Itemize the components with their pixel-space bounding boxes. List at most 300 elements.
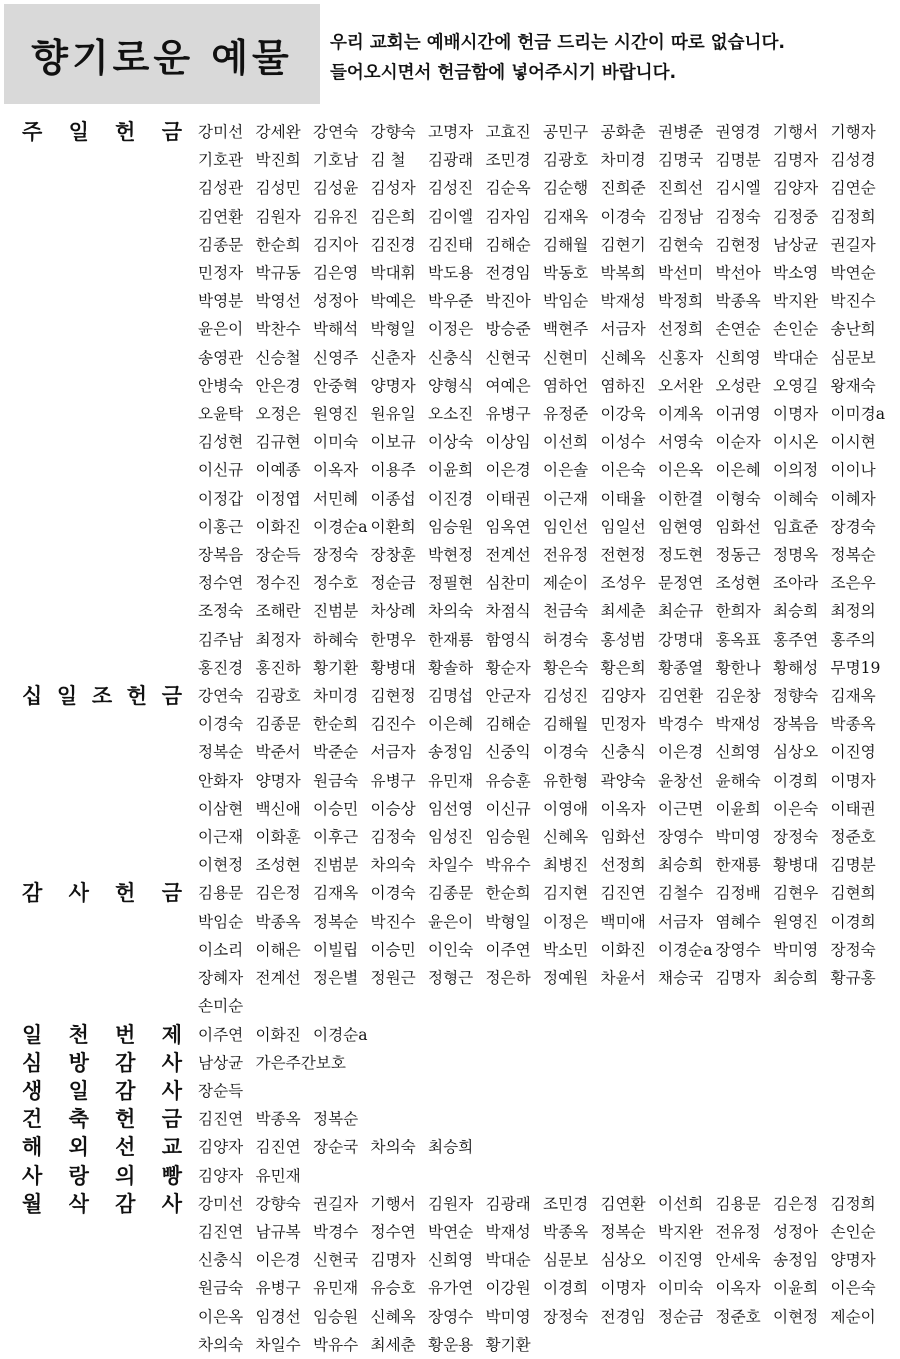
donor-name: 김진태	[428, 235, 474, 254]
donor-name: 이은옥	[198, 1307, 244, 1326]
donor-name: 김연환	[198, 207, 244, 226]
donor-name: 남규복	[255, 1222, 301, 1241]
donor-name: 손인순	[830, 1222, 876, 1241]
donor-name: 신혜옥	[543, 828, 589, 847]
donor-name: 박복희	[600, 264, 646, 283]
donor-name: 박우준	[428, 292, 474, 311]
donor-name: 이옥자	[313, 461, 359, 480]
donor-name: 박지완	[658, 1222, 704, 1241]
donor-name: 유민재	[313, 1279, 359, 1298]
donor-name: 서금자	[600, 320, 646, 339]
donor-name: 원유일	[370, 405, 416, 424]
donor-name: 이경숙	[370, 884, 416, 903]
donor-name: 이현정	[198, 856, 244, 875]
donor-name: 이은숙	[773, 799, 819, 818]
donor-name: 김양자	[600, 687, 646, 706]
donor-name: 남상균	[773, 235, 819, 254]
donor-name: 김해순	[485, 715, 531, 734]
donor-name: 장혜자	[198, 969, 244, 988]
donor-name: 최승희	[773, 602, 819, 621]
donor-name: 이은혜	[428, 715, 474, 734]
donor-name: 유승훈	[485, 771, 531, 790]
donor-name: 김용문	[715, 1194, 761, 1213]
name-list	[198, 1105, 888, 1133]
donor-name: 차점식	[485, 602, 531, 621]
donor-name: 이강욱	[600, 405, 646, 424]
donor-name: 이경순a	[313, 1025, 368, 1044]
donor-name: 조민경	[543, 1194, 589, 1213]
donor-name: 정순금	[370, 574, 416, 593]
donor-name: 원영진	[773, 912, 819, 931]
donor-name: 박종옥	[255, 912, 301, 931]
donor-name: 조민경	[485, 151, 531, 170]
donor-name: 김명자	[370, 1251, 416, 1270]
donor-name: 강연숙	[313, 123, 359, 141]
donor-name: 이강원	[485, 1279, 531, 1298]
donor-name: 김종문	[255, 715, 301, 734]
donor-name: 김연환	[600, 1194, 646, 1213]
donor-name: 안병숙	[198, 376, 244, 395]
donor-name: 함영식	[485, 630, 531, 649]
donor-name: 강향숙	[255, 1194, 301, 1213]
donor-name: 이은숙	[830, 1279, 876, 1298]
donor-name: 김규현	[255, 433, 301, 452]
donor-name: 한재룡	[715, 856, 761, 875]
donor-name: 백미애	[600, 912, 646, 931]
donor-name: 이혜자	[830, 489, 876, 508]
donor-name: 한순희	[313, 715, 359, 734]
donor-name: 신현미	[543, 348, 589, 367]
donor-name: 이정엽	[255, 489, 301, 508]
donor-name: 진범분	[313, 602, 359, 621]
donor-name: 이근면	[658, 799, 704, 818]
donor-name: 이한결	[658, 489, 704, 508]
donor-name: 신충식	[600, 743, 646, 762]
donor-name: 박도용	[428, 264, 474, 283]
donor-name: 이근재	[198, 828, 244, 847]
donor-name: 차의숙	[370, 856, 416, 875]
donor-name: 남상균	[198, 1053, 244, 1072]
donor-name: 이주연	[198, 1025, 244, 1044]
donor-name: 안군자	[485, 687, 531, 706]
donor-name: 김성자	[370, 179, 416, 198]
donor-name: 박형일	[370, 320, 416, 339]
donor-name: 박종옥	[830, 715, 876, 734]
donor-name: 김연순	[830, 179, 876, 198]
donor-name: 김자임	[485, 207, 531, 226]
donor-name: 박경수	[658, 715, 704, 734]
donor-name: 손미순	[198, 997, 244, 1016]
offering-section	[0, 1105, 900, 1133]
donor-name: 강명대	[658, 630, 704, 649]
donor-name: 고효진	[485, 123, 531, 141]
donor-name: 송난희	[830, 320, 876, 339]
donor-name: 유민재	[428, 771, 474, 790]
donor-name: 고명자	[428, 123, 474, 141]
section-label: 해 외 선 교	[22, 1135, 182, 1160]
donor-name: 진희선	[658, 179, 704, 198]
donor-name: 박종옥	[255, 1110, 301, 1129]
donor-name: 박대순	[485, 1251, 531, 1270]
name-list	[198, 1162, 888, 1190]
donor-name: 정수진	[255, 574, 301, 593]
donor-name: 정수연	[198, 574, 244, 593]
donor-name: 전현정	[600, 546, 646, 565]
donor-name: 전경임	[485, 264, 531, 283]
donor-name: 성정아	[773, 1222, 819, 1241]
donor-name: 서금자	[370, 743, 416, 762]
donor-name: 기호관	[198, 151, 244, 170]
donor-name: 김용문	[198, 884, 244, 903]
donor-name: 황병대	[773, 856, 819, 875]
donor-name: 진범분	[313, 856, 359, 875]
donor-name: 유한형	[543, 771, 589, 790]
donor-name: 김재옥	[313, 884, 359, 903]
donor-name: 이경순a	[313, 517, 368, 536]
donor-name: 조성현	[255, 856, 301, 875]
donor-name: 김성경	[830, 151, 876, 170]
donor-name: 가은주간보호	[255, 1053, 346, 1072]
donor-name: 황은숙	[543, 658, 589, 677]
section-label: 감 사 헌 금	[22, 881, 182, 906]
donor-name: 차상례	[370, 602, 416, 621]
donor-name: 심찬미	[485, 574, 531, 593]
section-label: 일 천 번 제	[22, 1022, 182, 1047]
offering-section	[0, 1021, 900, 1049]
donor-name: 김정숙	[370, 828, 416, 847]
donor-name: 임경선	[255, 1307, 301, 1326]
donor-name: 조해란	[255, 602, 301, 621]
donor-name: 이상숙	[428, 433, 474, 452]
donor-name: 임화선	[600, 828, 646, 847]
donor-name: 장정숙	[543, 1307, 589, 1326]
donor-name: 이승민	[313, 799, 359, 818]
donor-name: 신영주	[313, 348, 359, 367]
section-label: 사 랑 의 빵	[22, 1163, 182, 1188]
donor-name: 한재룡	[428, 630, 474, 649]
donor-name: 박정희	[658, 292, 704, 311]
donor-name: 이경숙	[198, 715, 244, 734]
donor-name: 왕재숙	[830, 376, 876, 395]
donor-name: 조성우	[600, 574, 646, 593]
donor-name: 심상오	[773, 743, 819, 762]
donor-name: 오영길	[773, 376, 819, 395]
donor-name: 김명자	[773, 151, 819, 170]
donor-name: 이선희	[658, 1194, 704, 1213]
section-label: 십 일 조 헌 금	[22, 684, 182, 709]
donor-name: 김성민	[255, 179, 301, 198]
donor-name: 유승호	[370, 1279, 416, 1298]
donor-name: 양형식	[428, 376, 474, 395]
donor-name: 김명분	[715, 151, 761, 170]
donor-name: 황솔하	[428, 658, 474, 677]
donor-name: 이명자	[600, 1279, 646, 1298]
donor-name: 이혜숙	[773, 489, 819, 508]
donor-name: 이은경	[255, 1251, 301, 1270]
donor-name: 정원근	[370, 969, 416, 988]
donor-name: 기호남	[313, 151, 359, 170]
donor-name: 서민혜	[313, 489, 359, 508]
donor-name: 박형일	[485, 912, 531, 931]
donor-name: 박미영	[715, 828, 761, 847]
donor-name: 김철수	[658, 884, 704, 903]
donor-name: 이승민	[370, 940, 416, 959]
donor-name: 방승준	[485, 320, 531, 339]
donor-name: 차일수	[255, 1335, 301, 1354]
donor-name: 이성수	[600, 433, 646, 452]
donor-name: 문정연	[658, 574, 704, 593]
donor-name: 김명국	[658, 151, 704, 170]
donor-name: 이형숙	[715, 489, 761, 508]
donor-name: 김정희	[830, 1194, 876, 1213]
donor-name: 강미선	[198, 1194, 244, 1213]
section-label: 생 일 감 사	[22, 1078, 182, 1103]
donor-name: 윤은이	[428, 912, 474, 931]
donor-name: 권길자	[830, 235, 876, 254]
donor-name: 박규동	[255, 264, 301, 283]
donor-name: 박재성	[600, 292, 646, 311]
donor-name: 심문보	[830, 348, 876, 367]
donor-name: 이근재	[543, 489, 589, 508]
donor-name: 정준호	[830, 828, 876, 847]
donor-name: 정복순	[600, 1222, 646, 1241]
donor-name: 홍주연	[773, 630, 819, 649]
donor-name: 최순규	[658, 602, 704, 621]
donor-name: 김성현	[198, 433, 244, 452]
donor-name: 박해석	[313, 320, 359, 339]
donor-name: 김정남	[658, 207, 704, 226]
donor-name: 차의숙	[370, 1138, 416, 1157]
donor-name: 이경순a	[658, 940, 713, 959]
donor-name: 이태권	[830, 799, 876, 818]
donor-name: 김정중	[773, 207, 819, 226]
donor-name: 정형근	[428, 969, 474, 988]
donor-name: 황규홍	[830, 969, 876, 988]
section-label: 월 삭 감 사	[22, 1191, 182, 1216]
donor-name: 송영관	[198, 348, 244, 367]
donor-name: 신희영	[428, 1251, 474, 1270]
donor-name: 이화진	[600, 940, 646, 959]
donor-name: 천금숙	[543, 602, 589, 621]
donor-name: 이주연	[485, 940, 531, 959]
donor-name: 김광래	[485, 1194, 531, 1213]
donor-name: 정복순	[198, 743, 244, 762]
donor-name: 송정임	[773, 1251, 819, 1270]
donor-name: 이영애	[543, 799, 589, 818]
donor-name: 임인선	[543, 517, 589, 536]
donor-name: 이경희	[543, 1279, 589, 1298]
donor-name: 최세춘	[370, 1335, 416, 1354]
donor-name: 안세욱	[715, 1251, 761, 1270]
donor-name: 김성진	[428, 179, 474, 198]
donor-name: 전경임	[600, 1307, 646, 1326]
donor-name: 임성진	[428, 828, 474, 847]
donor-name: 신충식	[428, 348, 474, 367]
donor-name: 김해월	[543, 715, 589, 734]
name-list	[198, 682, 888, 879]
donor-name: 공민구	[543, 123, 589, 141]
donor-name: 유병구	[255, 1279, 301, 1298]
donor-name: 정수연	[370, 1222, 416, 1241]
donor-name: 정예원	[543, 969, 589, 988]
donor-name: 이용주	[370, 461, 416, 480]
donor-name: 한순희	[485, 884, 531, 903]
donor-name: 홍옥표	[715, 630, 761, 649]
donor-name: 이빌립	[313, 940, 359, 959]
donor-name: 홍진경	[198, 658, 244, 677]
donor-name: 정은별	[313, 969, 359, 988]
donor-name: 선정희	[600, 856, 646, 875]
donor-name: 황기환	[485, 1335, 531, 1354]
donor-name: 김재옥	[830, 687, 876, 706]
notice	[330, 28, 895, 88]
donor-name: 박선미	[658, 264, 704, 283]
donor-name: 장복음	[773, 715, 819, 734]
donor-name: 신희영	[715, 743, 761, 762]
donor-name: 이옥자	[715, 1279, 761, 1298]
donor-name: 염하언	[543, 376, 589, 395]
donor-name: 정향숙	[773, 687, 819, 706]
donor-name: 오윤탁	[198, 405, 244, 424]
page-title: 향기로운 예물	[31, 35, 293, 80]
donor-name: 전유정	[715, 1222, 761, 1241]
donor-name: 전계선	[255, 969, 301, 988]
donor-name: 이은경	[485, 461, 531, 480]
donor-name: 임승원	[428, 517, 474, 536]
donor-name: 원금숙	[313, 771, 359, 790]
donor-name: 최병진	[543, 856, 589, 875]
donor-name: 장영수	[658, 828, 704, 847]
donor-name: 김주남	[198, 630, 244, 649]
donor-name: 임일선	[600, 517, 646, 536]
donor-name: 원영진	[313, 405, 359, 424]
donor-name: 안화자	[198, 771, 244, 790]
donor-name: 장순국	[313, 1138, 359, 1157]
donor-name: 박임순	[543, 292, 589, 311]
title-box	[4, 4, 320, 104]
donor-name: 박연순	[830, 264, 876, 283]
donor-name: 조아라	[773, 574, 819, 593]
donor-name: 전계선	[485, 546, 531, 565]
donor-name: 신춘자	[370, 348, 416, 367]
donor-name: 이윤희	[773, 1279, 819, 1298]
donor-name: 전유정	[543, 546, 589, 565]
donor-name: 정은하	[485, 969, 531, 988]
donor-name: 윤창선	[658, 771, 704, 790]
name-list	[198, 1049, 888, 1077]
donor-name: 오정은	[255, 405, 301, 424]
donor-name: 이상임	[485, 433, 531, 452]
donor-name: 최정자	[255, 630, 301, 649]
donor-name: 이선희	[543, 433, 589, 452]
donor-name: 김성윤	[313, 179, 359, 198]
donor-name: 이윤희	[715, 799, 761, 818]
donor-name: 손인순	[773, 320, 819, 339]
donor-name: 장정숙	[773, 828, 819, 847]
notice-line: 우리 교회는 예배시간에 헌금 드리는 시간이 따로 없습니다.	[330, 33, 786, 53]
donor-name: 김이엘	[428, 207, 474, 226]
donor-name: 이현정	[773, 1307, 819, 1326]
donor-name: 이귀영	[715, 405, 761, 424]
donor-name: 윤은이	[198, 320, 244, 339]
donor-name: 박종옥	[715, 292, 761, 311]
donor-name: 기행서	[370, 1194, 416, 1213]
donor-name: 이윤희	[428, 461, 474, 480]
notice-line: 들어오시면서 헌금함에 넣어주시기 바랍니다.	[330, 63, 677, 83]
donor-name: 김현숙	[658, 235, 704, 254]
donor-name: 김양자	[198, 1166, 244, 1185]
donor-name: 황은희	[600, 658, 646, 677]
donor-name: 이예종	[255, 461, 301, 480]
name-list	[198, 118, 888, 682]
donor-name: 이의정	[773, 461, 819, 480]
donor-name: 김현정	[715, 235, 761, 254]
donor-name: 이은경	[658, 743, 704, 762]
donor-name: 한희자	[715, 602, 761, 621]
section-label: 건 축 헌 금	[22, 1107, 182, 1132]
donor-name: 기행서	[773, 123, 819, 141]
donor-name: 박경수	[313, 1222, 359, 1241]
donor-name: 이후근	[313, 828, 359, 847]
donor-name: 유가연	[428, 1279, 474, 1298]
donor-name: 김명분	[830, 856, 876, 875]
donor-name: 정필현	[428, 574, 474, 593]
donor-name: 박소민	[543, 940, 589, 959]
donor-name: 유병구	[485, 405, 531, 424]
donor-name: 정도현	[658, 546, 704, 565]
donor-name: 권길자	[313, 1194, 359, 1213]
donor-name: 이종섭	[370, 489, 416, 508]
donor-name: 하혜숙	[313, 630, 359, 649]
donor-name: 박현정	[428, 546, 474, 565]
donor-name: 신현국	[313, 1251, 359, 1270]
donor-name: 박영선	[255, 292, 301, 311]
donor-name: 장순득	[255, 546, 301, 565]
donor-name: 황한나	[715, 658, 761, 677]
donor-name: 서영숙	[658, 433, 704, 452]
donor-name: 최세춘	[600, 602, 646, 621]
donor-name: 김종문	[198, 235, 244, 254]
donor-name: 김유진	[313, 207, 359, 226]
donor-name: 박예은	[370, 292, 416, 311]
donor-name: 여예은	[485, 376, 531, 395]
donor-name: 김현기	[600, 235, 646, 254]
donor-name: 임화선	[715, 517, 761, 536]
donor-name: 이경숙	[600, 207, 646, 226]
donor-name: 강미선	[198, 123, 244, 141]
donor-name: 김명자	[715, 969, 761, 988]
donor-name: 제순이	[830, 1307, 876, 1326]
donor-name: 박연순	[428, 1222, 474, 1241]
donor-name: 이승상	[370, 799, 416, 818]
donor-name: 장경숙	[830, 517, 876, 536]
donor-name: 김양자	[773, 179, 819, 198]
donor-name: 김진연	[255, 1138, 301, 1157]
donor-name: 김성관	[198, 179, 244, 198]
donor-name: 윤해숙	[715, 771, 761, 790]
donor-name: 이은숙	[600, 461, 646, 480]
donor-name: 김현희	[830, 884, 876, 903]
donor-name: 김정배	[715, 884, 761, 903]
offering-section	[0, 118, 900, 682]
donor-name: 차미경	[600, 151, 646, 170]
donor-name: 이화진	[255, 1025, 301, 1044]
donor-name: 백현주	[543, 320, 589, 339]
donor-name: 박유수	[313, 1335, 359, 1354]
donor-name: 차윤서	[600, 969, 646, 988]
donor-name: 박재성	[485, 1222, 531, 1241]
offering-section	[0, 1190, 900, 1359]
